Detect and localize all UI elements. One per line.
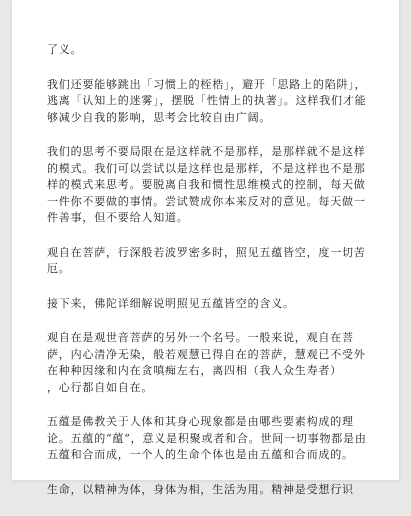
paragraph-3: 我们的思考不要局限在是这样就不是那样，是那样就不是这样的模式。我们可以尝试以是这样也是那样，不是这样也不是那样的模式来思考。要脱离自我和惯性思维模式的控制，每天做一件你不要做的事情。尝试赞成你本来反对的意见。每天做一件善事，但不要给人知道。 [47, 145, 366, 224]
paragraph-8: 生命，以精神为体，身体为相，生活为用。精神是受想行识 [47, 482, 354, 496]
document-page [12, 0, 399, 496]
paragraph-6: 观自在是观世音菩萨的另外一个名号。一般来说，观自在菩萨，内心清净无染，般若观慧已得自在的菩萨，慧观已不受外在种种因缘和内在贪嗔痴左右，离四相（我人众生寿者） ，心行都自如自在。 [47, 331, 366, 394]
paragraph-7: 五蕴是佛教关于人体和其身心现象都是由哪些要素构成的理论。五蕴的“蕴”，意义是积聚或者和合。世间一切事物都是由五蕴和合而成，一个人的生命个体也是由五蕴和合而成的。 [47, 415, 367, 461]
paragraph-4: 观自在菩萨，行深般若波罗密多时，照见五蕴皆空，度一切苦厄。 [47, 245, 366, 275]
paragraph-2: 我们还要能够跳出「习惯上的桎梏」，避开「思路上的陷阱」，逃离「认知上的迷雾」，摆脱「性情上的执著」。这样我们才能够减少自我的影响，思考会比较自由广阔。 [47, 77, 367, 124]
paragraph-5: 接下来，佛陀详细解说明照见五蕴皆空的含义。 [47, 296, 295, 310]
paragraph-1: 了义。 [47, 43, 83, 56]
document-body [47, 42, 372, 516]
